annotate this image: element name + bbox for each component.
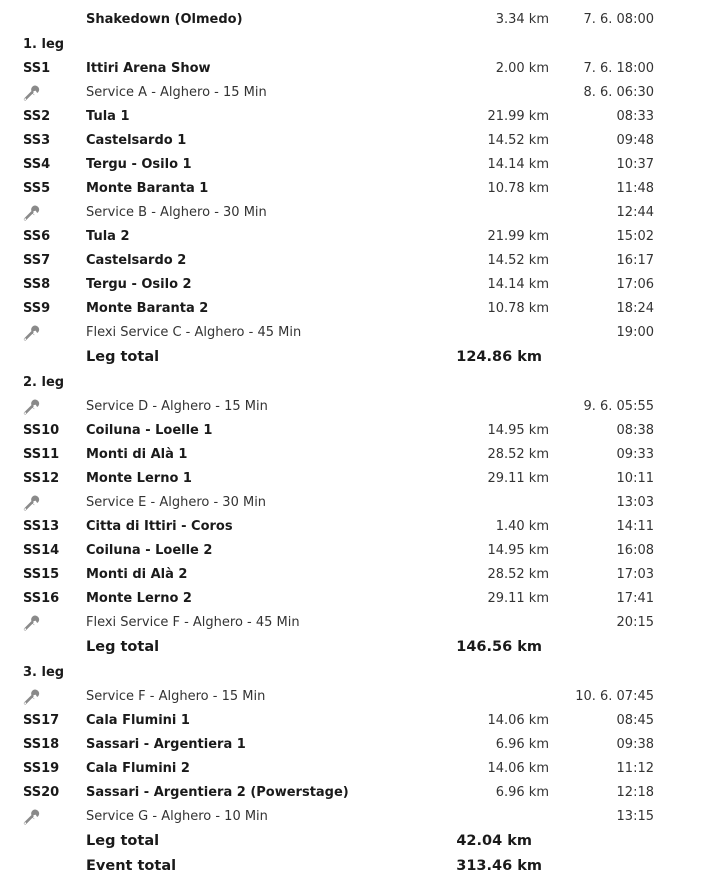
stage-code: SS15 bbox=[23, 567, 60, 582]
stage-row bbox=[0, 57, 706, 81]
service-name: Service B - Alghero - 30 Min bbox=[86, 205, 267, 220]
datetime: 17:06 bbox=[616, 277, 654, 292]
itinerary-table bbox=[0, 8, 706, 879]
distance: 28.52 km bbox=[487, 447, 549, 462]
stage-row bbox=[0, 419, 706, 443]
service-name: Service G - Alghero - 10 Min bbox=[86, 809, 268, 824]
service-row bbox=[0, 201, 706, 225]
distance: 10.78 km bbox=[487, 301, 549, 316]
stage-code: SS7 bbox=[23, 253, 51, 268]
stage-name: Tula 2 bbox=[86, 229, 130, 244]
wrench-icon bbox=[22, 205, 40, 221]
service-row bbox=[0, 491, 706, 515]
service-row bbox=[0, 611, 706, 635]
datetime: 16:17 bbox=[616, 253, 654, 268]
datetime: 09:33 bbox=[616, 447, 654, 462]
stage-row bbox=[0, 129, 706, 153]
distance: 29.11 km bbox=[487, 591, 549, 606]
distance: 14.52 km bbox=[487, 133, 549, 148]
stage-code: SS11 bbox=[23, 447, 60, 462]
stage-code: SS19 bbox=[23, 761, 60, 776]
stage-row bbox=[0, 105, 706, 129]
distance: 14.52 km bbox=[487, 253, 549, 268]
stage-name: Monte Baranta 2 bbox=[86, 301, 209, 316]
service-name: Service F - Alghero - 15 Min bbox=[86, 689, 266, 704]
leg-title: 2. leg bbox=[23, 375, 65, 390]
stage-code: SS4 bbox=[23, 157, 51, 172]
stage-row bbox=[0, 443, 706, 467]
datetime: 20:15 bbox=[616, 615, 654, 630]
leg-title: 3. leg bbox=[23, 665, 65, 680]
distance: 14.14 km bbox=[487, 157, 549, 172]
stage-code: SS14 bbox=[23, 543, 60, 558]
service-name: Service D - Alghero - 15 Min bbox=[86, 399, 268, 414]
service-name: Service A - Alghero - 15 Min bbox=[86, 85, 267, 100]
datetime: 9. 6. 05:55 bbox=[583, 399, 654, 414]
shakedown-datetime: 7. 6. 08:00 bbox=[583, 12, 654, 27]
stage-row bbox=[0, 153, 706, 177]
distance: 6.96 km bbox=[495, 785, 549, 800]
stage-row bbox=[0, 273, 706, 297]
stage-row bbox=[0, 539, 706, 563]
distance: 14.95 km bbox=[487, 543, 549, 558]
stage-name: Sassari - Argentiera 1 bbox=[86, 737, 246, 752]
distance: 21.99 km bbox=[487, 109, 549, 124]
stage-row bbox=[0, 587, 706, 611]
stage-row bbox=[0, 249, 706, 273]
datetime: 10:11 bbox=[616, 471, 654, 486]
service-name: Flexi Service F - Alghero - 45 Min bbox=[86, 615, 300, 630]
stage-code: SS2 bbox=[23, 109, 51, 124]
datetime: 8. 6. 06:30 bbox=[583, 85, 654, 100]
stage-code: SS6 bbox=[23, 229, 51, 244]
service-name: Flexi Service C - Alghero - 45 Min bbox=[86, 325, 302, 340]
distance: 29.11 km bbox=[487, 471, 549, 486]
leg-title: 1. leg bbox=[23, 37, 65, 52]
datetime: 12:18 bbox=[616, 785, 654, 800]
event-total-value: 313.46 km bbox=[456, 858, 542, 874]
leg-header bbox=[0, 370, 706, 395]
stage-name: Monti di Alà 1 bbox=[86, 447, 188, 462]
stage-row bbox=[0, 781, 706, 805]
distance: 14.95 km bbox=[487, 423, 549, 438]
distance: 10.78 km bbox=[487, 181, 549, 196]
distance: 14.06 km bbox=[487, 713, 549, 728]
stage-name: Monte Baranta 1 bbox=[86, 181, 209, 196]
stage-code: SS10 bbox=[23, 423, 60, 438]
stage-name: Tergu - Osilo 1 bbox=[86, 157, 192, 172]
leg-total-value: 146.56 km bbox=[456, 639, 542, 655]
service-row bbox=[0, 321, 706, 345]
wrench-icon bbox=[22, 495, 40, 511]
datetime: 09:38 bbox=[616, 737, 654, 752]
wrench-icon bbox=[22, 85, 40, 101]
stage-name: Citta di Ittiri - Coros bbox=[86, 519, 233, 534]
stage-row bbox=[0, 563, 706, 587]
event-total-row bbox=[0, 854, 706, 879]
service-name: Service E - Alghero - 30 Min bbox=[86, 495, 267, 510]
stage-name: Monti di Alà 2 bbox=[86, 567, 188, 582]
stage-name: Castelsardo 1 bbox=[86, 133, 187, 148]
datetime: 13:03 bbox=[616, 495, 654, 510]
stage-name: Cala Flumini 2 bbox=[86, 761, 190, 776]
stage-code: SS5 bbox=[23, 181, 51, 196]
datetime: 13:15 bbox=[616, 809, 654, 824]
service-row bbox=[0, 685, 706, 709]
leg-total-label: Leg total bbox=[86, 833, 160, 849]
stage-code: SS18 bbox=[23, 737, 60, 752]
datetime: 16:08 bbox=[616, 543, 654, 558]
wrench-icon bbox=[22, 399, 40, 415]
stage-row bbox=[0, 709, 706, 733]
stage-row bbox=[0, 297, 706, 321]
datetime: 11:48 bbox=[616, 181, 654, 196]
leg-total-label: Leg total bbox=[86, 639, 160, 655]
stage-row bbox=[0, 177, 706, 201]
datetime: 15:02 bbox=[616, 229, 654, 244]
stage-code: SS16 bbox=[23, 591, 60, 606]
stage-name: Castelsardo 2 bbox=[86, 253, 187, 268]
stage-row bbox=[0, 757, 706, 781]
shakedown-distance: 3.34 km bbox=[495, 12, 549, 27]
distance: 28.52 km bbox=[487, 567, 549, 582]
stage-code: SS13 bbox=[23, 519, 60, 534]
wrench-icon bbox=[22, 809, 40, 825]
stage-name: Coiluna - Loelle 1 bbox=[86, 423, 213, 438]
datetime: 12:44 bbox=[616, 205, 654, 220]
datetime: 14:11 bbox=[616, 519, 654, 534]
datetime: 08:45 bbox=[616, 713, 654, 728]
service-row bbox=[0, 805, 706, 829]
stage-name: Cala Flumini 1 bbox=[86, 713, 190, 728]
leg-total-value: 124.86 km bbox=[456, 349, 542, 365]
stage-code: SS12 bbox=[23, 471, 60, 486]
distance: 1.40 km bbox=[495, 519, 549, 534]
leg-header bbox=[0, 32, 706, 57]
distance: 21.99 km bbox=[487, 229, 549, 244]
stage-code: SS1 bbox=[23, 61, 51, 76]
service-row bbox=[0, 395, 706, 419]
stage-name: Monte Lerno 1 bbox=[86, 471, 192, 486]
datetime: 10:37 bbox=[616, 157, 654, 172]
wrench-icon bbox=[22, 615, 40, 631]
datetime: 18:24 bbox=[616, 301, 654, 316]
service-row bbox=[0, 81, 706, 105]
leg-total-row bbox=[0, 345, 706, 370]
stage-name: Tula 1 bbox=[86, 109, 130, 124]
datetime: 08:38 bbox=[616, 423, 654, 438]
distance: 2.00 km bbox=[495, 61, 549, 76]
datetime: 7. 6. 18:00 bbox=[583, 61, 654, 76]
leg-total-row bbox=[0, 829, 706, 854]
shakedown-name: Shakedown (Olmedo) bbox=[86, 12, 243, 27]
stage-name: Tergu - Osilo 2 bbox=[86, 277, 192, 292]
stage-code: SS3 bbox=[23, 133, 51, 148]
stage-row bbox=[0, 515, 706, 539]
distance: 6.96 km bbox=[495, 737, 549, 752]
stage-code: SS9 bbox=[23, 301, 51, 316]
datetime: 19:00 bbox=[616, 325, 654, 340]
datetime: 11:12 bbox=[616, 761, 654, 776]
stage-name: Ittiri Arena Show bbox=[86, 61, 211, 76]
datetime: 09:48 bbox=[616, 133, 654, 148]
stage-name: Monte Lerno 2 bbox=[86, 591, 192, 606]
stage-row bbox=[0, 467, 706, 491]
stage-code: SS8 bbox=[23, 277, 51, 292]
stage-name: Sassari - Argentiera 2 (Powerstage) bbox=[86, 785, 349, 800]
leg-header bbox=[0, 660, 706, 685]
event-total-label: Event total bbox=[86, 858, 177, 874]
leg-total-label: Leg total bbox=[86, 349, 160, 365]
distance: 14.14 km bbox=[487, 277, 549, 292]
datetime: 10. 6. 07:45 bbox=[575, 689, 654, 704]
wrench-icon bbox=[22, 689, 40, 705]
datetime: 17:03 bbox=[616, 567, 654, 582]
distance: 14.06 km bbox=[487, 761, 549, 776]
stage-row bbox=[0, 225, 706, 249]
datetime: 08:33 bbox=[616, 109, 654, 124]
leg-total-row bbox=[0, 635, 706, 660]
wrench-icon bbox=[22, 325, 40, 341]
stage-code: SS20 bbox=[23, 785, 60, 800]
stage-row bbox=[0, 733, 706, 757]
stage-code: SS17 bbox=[23, 713, 60, 728]
shakedown-row bbox=[0, 8, 706, 32]
datetime: 17:41 bbox=[616, 591, 654, 606]
leg-total-value: 42.04 km bbox=[456, 833, 532, 849]
stage-name: Coiluna - Loelle 2 bbox=[86, 543, 213, 558]
